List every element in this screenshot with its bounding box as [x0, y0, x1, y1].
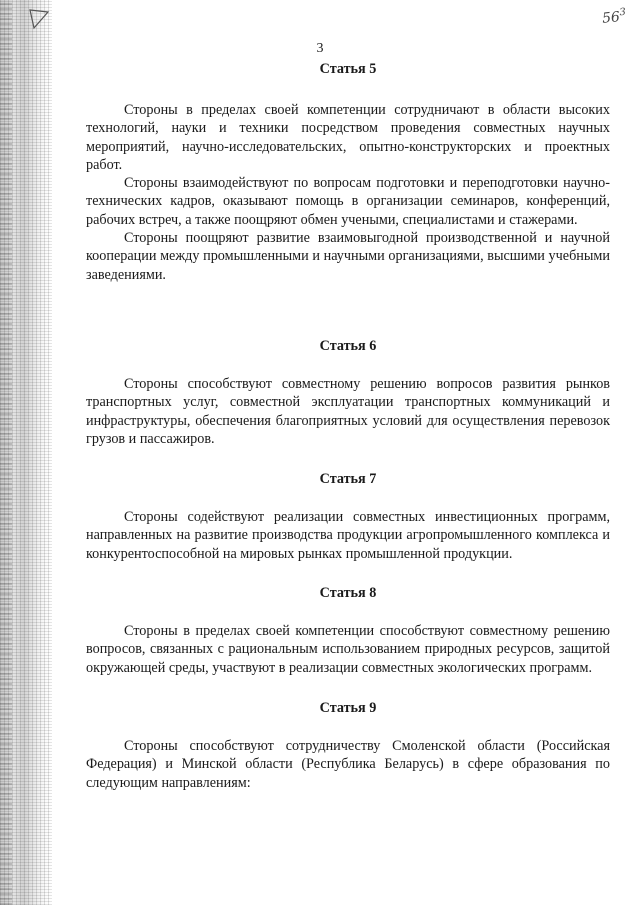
- article-title: Статья 6: [319, 337, 377, 354]
- paragraph: Стороны способствуют совместному решению вопросов развития рынков транспортных услуг, совместной эксплуатации транспортных коммуникаций и инфраструктуры, обеспечения благоприятных условий для осуществления перевозок грузов и пассажиров.: [86, 375, 610, 447]
- article-title: Статья 5: [319, 61, 377, 77]
- article-7: [86, 470, 610, 563]
- handwritten-superscript: 3: [618, 6, 627, 19]
- article-title: Статья 7: [319, 471, 377, 488]
- handwritten-page-mark: [601, 7, 627, 27]
- paragraph: Стороны способствуют сотрудничеству Смоленской области (Российская Федерация) и Минской области (Республика Беларусь) в сфере образования по следующим направлениям:: [86, 737, 610, 791]
- article-8: [86, 584, 610, 677]
- document-body: [86, 60, 610, 792]
- paragraph: Стороны взаимодействуют по вопросам подготовки и переподготовки научно-технических кадров, оказывают помощь в организации семинаров, конференций, рабочих встреч, а также поощряют обмен учеными, специалистами и стажерами.: [86, 175, 610, 228]
- paragraph: Стороны в пределах своей компетенции сотрудничают в области высоких технологий, науки и техники посредством проведения совместных научных мероприятий, научно-исследовательских, опытно-конструкторских и проектных работ.: [86, 102, 610, 173]
- scan-binding-edge: [0, 0, 52, 905]
- handwritten-number: 56: [601, 9, 621, 27]
- paragraph: Стороны содействуют реализации совместных инвестиционных программ, направленных на развитие производства продукции агропромышленного комплекса и конкурентоспособной на мировых рынках промышленной продукции.: [86, 509, 610, 562]
- article-9: [86, 699, 610, 792]
- paragraph: Стороны поощряют развитие взаимовыгодной производственной и научной кооперации между промышленными и научными организациями, высшими учебными заведениями.: [86, 230, 610, 283]
- article-title: Статья 9: [319, 699, 377, 716]
- page-number: 3: [316, 41, 324, 56]
- article-6: [86, 337, 610, 448]
- corner-fold-mark: [28, 8, 50, 30]
- article-5: [86, 60, 610, 284]
- paragraph: Стороны в пределах своей компетенции способствуют совместному решению вопросов, связанных с рациональным использованием природных ресурсов, защитой окружающей среды, участвуют в реализации совместных экологических программ.: [86, 623, 610, 676]
- article-title: Статья 8: [319, 585, 377, 602]
